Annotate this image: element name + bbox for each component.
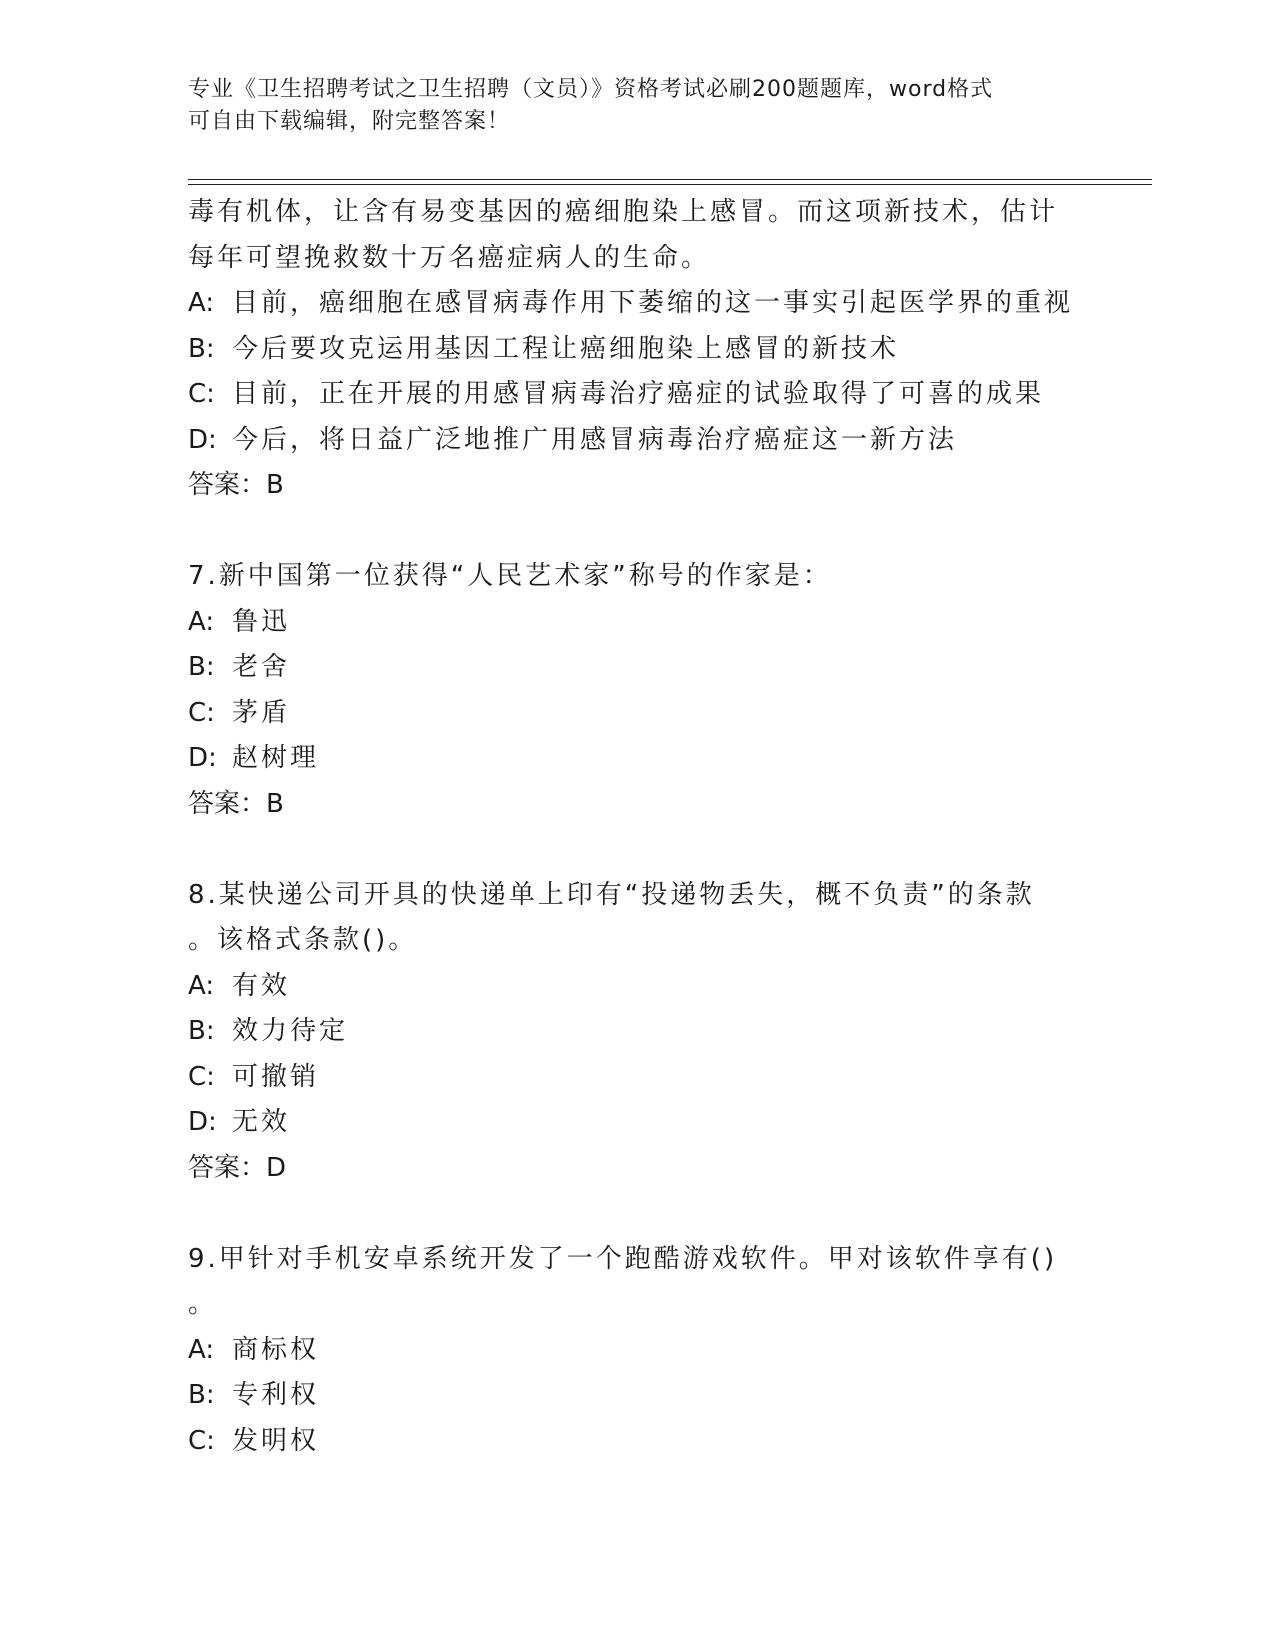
option-d [188, 1100, 1088, 1146]
option-c [188, 1419, 1088, 1465]
answer-line: 答案：D [188, 1152, 287, 1183]
option-letter: C: [188, 379, 215, 409]
option-letter: B: [188, 1380, 215, 1410]
option-letter: C: [188, 1425, 215, 1456]
option-text: 效力待定 [232, 1016, 349, 1046]
option-a [188, 600, 1088, 646]
option-letter: D: [188, 743, 217, 773]
option-letter: A: [188, 288, 215, 318]
option-text: 商标权 [232, 1334, 320, 1365]
answer-line: 答案：B [188, 470, 284, 500]
option-letter: D: [188, 424, 217, 455]
option-letter: B: [188, 1016, 215, 1046]
option-letter: A: [188, 606, 215, 637]
question-stem-line: 。 [188, 1289, 218, 1319]
header-rule-top [188, 179, 1152, 180]
spacer [188, 509, 1088, 555]
option-text: 今后要攻克运用基因工程让癌细胞染上感冒的新技术 [232, 333, 900, 364]
document-header [188, 74, 1088, 138]
option-a [188, 964, 1088, 1010]
option-letter: D: [188, 1107, 217, 1137]
option-c [188, 1055, 1088, 1101]
option-a [188, 1328, 1088, 1374]
option-text: 今后，将日益广泛地推广用感冒病毒治疗癌症这一新方法 [232, 424, 958, 455]
option-letter: C: [188, 697, 215, 728]
option-text: 老舍 [232, 652, 291, 682]
option-c [188, 691, 1088, 737]
option-text: 可撤销 [232, 1061, 320, 1092]
question-stem-line: 毒有机体，让含有易变基因的癌细胞染上感冒。而这项新技术，估计 [188, 197, 1059, 227]
option-text: 有效 [232, 970, 291, 1001]
document-body [188, 190, 1088, 1464]
option-letter: C: [188, 1061, 215, 1092]
option-text: 专利权 [232, 1380, 320, 1410]
option-text: 鲁迅 [232, 606, 291, 637]
option-b [188, 645, 1088, 691]
question-stem-line: 7.新中国第一位获得“人民艺术家”称号的作家是： [188, 561, 832, 591]
question-stem-line: 每年可望挽救数十万名癌症病人的生命。 [188, 242, 711, 273]
option-letter: B: [188, 333, 215, 364]
question-stem-line: 8.某快递公司开具的快递单上印有“投递物丢失，概不负责”的条款 [188, 879, 1035, 910]
header-line-2: 可自由下载编辑，附完整答案！ [188, 109, 511, 134]
question-stem-line: 。该格式条款()。 [188, 925, 418, 955]
question-7 [188, 554, 1088, 827]
option-b [188, 1373, 1088, 1419]
option-b [188, 327, 1088, 373]
option-d [188, 736, 1088, 782]
question-stem-line: 9.甲针对手机安卓系统开发了一个跑酷游戏软件。甲对该软件享有() [188, 1243, 1058, 1274]
question-6-continuation [188, 190, 1088, 509]
spacer [188, 827, 1088, 873]
option-text: 目前，癌细胞在感冒病毒作用下萎缩的这一事实引起医学界的重视 [232, 288, 1074, 318]
option-text: 赵树理 [232, 743, 320, 773]
answer-line: 答案：B [188, 788, 284, 819]
option-d [188, 418, 1088, 464]
question-9 [188, 1237, 1088, 1465]
option-b [188, 1009, 1088, 1055]
spacer [188, 1191, 1088, 1237]
option-text: 无效 [232, 1107, 291, 1137]
option-text: 发明权 [232, 1425, 320, 1456]
option-c [188, 372, 1088, 418]
option-a [188, 281, 1088, 327]
option-letter: A: [188, 970, 215, 1001]
header-line-1: 专业《卫生招聘考试之卫生招聘（文员）》资格考试必刷200题题库，word格式 [188, 77, 994, 102]
option-text: 茅盾 [232, 697, 291, 728]
option-letter: B: [188, 652, 215, 682]
header-rule-bottom [188, 184, 1152, 185]
option-text: 目前，正在开展的用感冒病毒治疗癌症的试验取得了可喜的成果 [232, 379, 1045, 409]
question-8 [188, 873, 1088, 1192]
option-letter: A: [188, 1334, 215, 1365]
